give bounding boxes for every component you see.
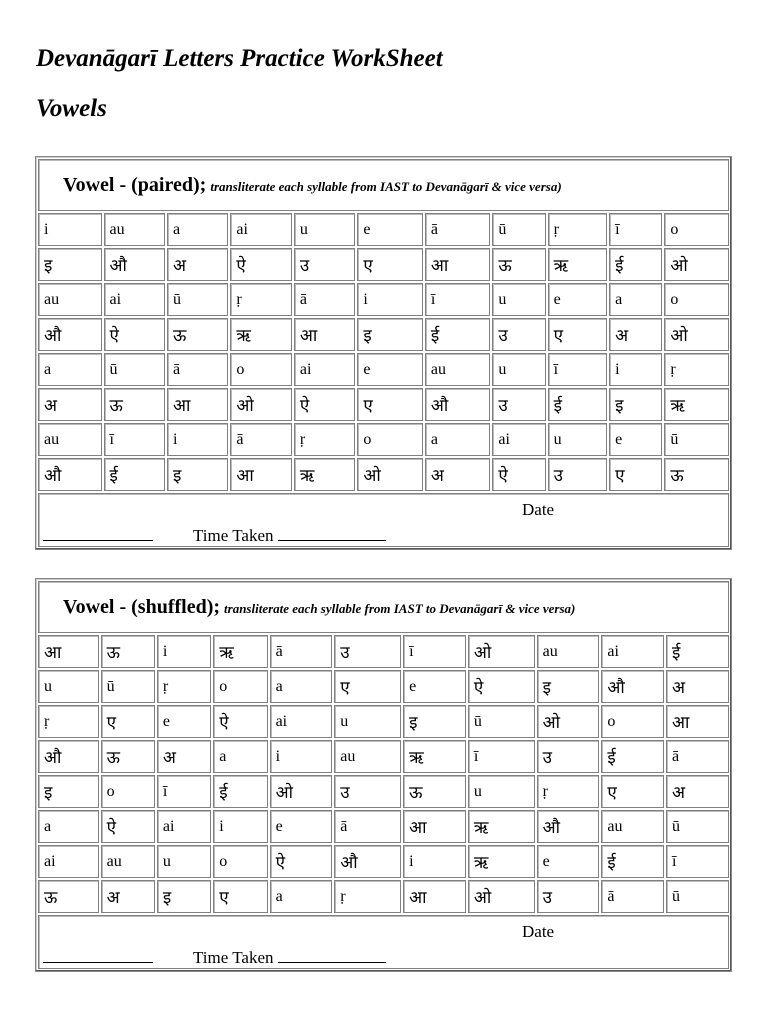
date-blank[interactable]: [43, 946, 153, 963]
syllable-cell: ए: [334, 670, 401, 703]
syllable-cell: o: [601, 705, 664, 738]
syllable-cell: ऊ: [101, 740, 155, 773]
syllable-cell: i: [357, 283, 423, 316]
syllable-cell: आ: [666, 705, 729, 738]
time-taken-line: [43, 524, 386, 546]
syllable-cell: ऐ: [101, 810, 155, 843]
table-row: [38, 318, 729, 351]
time-taken-blank[interactable]: [278, 946, 386, 963]
syllable-cell: o: [213, 845, 267, 878]
syllable-cell: ī: [403, 635, 466, 668]
syllable-cell: au: [38, 283, 102, 316]
syllable-cell: ऋ: [468, 845, 535, 878]
syllable-cell: उ: [537, 740, 600, 773]
syllable-cell: e: [157, 705, 211, 738]
syllable-cell: ए: [101, 705, 155, 738]
syllable-cell: u: [334, 705, 401, 738]
syllable-cell: i: [213, 810, 267, 843]
syllable-cell: a: [609, 283, 662, 316]
syllable-cell: ऊ: [492, 248, 545, 281]
syllable-cell: ī: [609, 213, 662, 246]
table-row: [38, 213, 729, 246]
syllable-cell: उ: [492, 388, 545, 421]
syllable-cell: ई: [213, 775, 267, 808]
syllable-cell: i: [403, 845, 466, 878]
time-taken-line: [43, 946, 386, 968]
syllable-cell: आ: [403, 810, 466, 843]
syllable-cell: ā: [601, 880, 664, 913]
syllable-cell: अ: [666, 775, 729, 808]
syllable-cell: इ: [403, 705, 466, 738]
syllable-cell: u: [38, 670, 99, 703]
syllable-cell: अ: [425, 458, 491, 491]
worksheet-title: Devanāgarī Letters Practice WorkSheet: [36, 45, 443, 72]
syllable-cell: ī: [468, 740, 535, 773]
syllable-cell: ā: [334, 810, 401, 843]
syllable-cell: ū: [167, 283, 228, 316]
syllable-cell: ओ: [468, 880, 535, 913]
syllable-cell: औ: [38, 740, 99, 773]
syllable-cell: ā: [666, 740, 729, 773]
syllable-cell: au: [601, 810, 664, 843]
syllable-cell: ṛ: [157, 670, 211, 703]
syllable-cell: au: [104, 213, 165, 246]
syllable-cell: उ: [334, 775, 401, 808]
syllable-cell: ऐ: [213, 705, 267, 738]
syllable-cell: ऋ: [294, 458, 355, 491]
syllable-cell: a: [213, 740, 267, 773]
syllable-cell: a: [167, 213, 228, 246]
syllable-cell: ए: [601, 775, 664, 808]
syllable-cell: e: [270, 810, 333, 843]
syllable-cell: ऊ: [403, 775, 466, 808]
syllable-cell: उ: [294, 248, 355, 281]
table-row: [38, 458, 729, 491]
table-heading-main: Vowel - (paired);: [63, 173, 207, 196]
date-blank[interactable]: [43, 524, 153, 541]
syllable-cell: ā: [294, 283, 355, 316]
syllable-cell: ई: [425, 318, 491, 351]
syllable-cell: अ: [157, 740, 211, 773]
syllable-cell: au: [38, 423, 102, 456]
syllable-cell: ओ: [664, 318, 729, 351]
syllable-cell: ṛ: [548, 213, 607, 246]
syllable-cell: ई: [601, 740, 664, 773]
syllable-cell: ओ: [230, 388, 291, 421]
syllable-cell: ṛ: [230, 283, 291, 316]
syllable-cell: इ: [537, 670, 600, 703]
syllable-cell: o: [357, 423, 423, 456]
syllable-cell: ū: [468, 705, 535, 738]
syllable-cell: औ: [334, 845, 401, 878]
syllable-cell: औ: [38, 458, 102, 491]
syllable-cell: ā: [167, 353, 228, 386]
syllable-cell: ऋ: [548, 248, 607, 281]
syllable-cell: ṛ: [294, 423, 355, 456]
syllable-cell: ऋ: [213, 635, 267, 668]
syllable-cell: ū: [664, 423, 729, 456]
syllable-cell: आ: [38, 635, 99, 668]
syllable-cell: ऋ: [230, 318, 291, 351]
syllable-cell: ai: [230, 213, 291, 246]
time-taken-label: Time Taken: [193, 948, 274, 967]
syllable-cell: ṛ: [537, 775, 600, 808]
syllable-cell: a: [38, 810, 99, 843]
syllable-cell: अ: [38, 388, 102, 421]
date-label: Date: [522, 922, 555, 941]
syllable-cell: आ: [403, 880, 466, 913]
syllable-cell: ई: [548, 388, 607, 421]
syllable-cell: इ: [38, 248, 102, 281]
time-taken-label: Time Taken: [193, 526, 274, 545]
table-row: [38, 248, 729, 281]
table-row: [38, 705, 729, 738]
syllable-cell: i: [167, 423, 228, 456]
syllable-cell: a: [270, 670, 333, 703]
syllable-cell: औ: [38, 318, 102, 351]
syllable-cell: इ: [609, 388, 662, 421]
time-taken-blank[interactable]: [278, 524, 386, 541]
syllable-cell: au: [334, 740, 401, 773]
table-heading-instruction: transliterate each syllable from IAST to Devanāgarī & vice versa): [210, 178, 562, 194]
syllable-cell: ऐ: [492, 458, 545, 491]
syllable-cell: ऊ: [101, 635, 155, 668]
table-row: [38, 845, 729, 878]
syllable-cell: ऊ: [167, 318, 228, 351]
syllable-cell: i: [270, 740, 333, 773]
syllable-cell: इ: [357, 318, 423, 351]
syllable-cell: ai: [492, 423, 545, 456]
syllable-cell: औ: [601, 670, 664, 703]
syllable-cell: u: [492, 353, 545, 386]
syllable-cell: आ: [294, 318, 355, 351]
table-row: [38, 635, 729, 668]
syllable-cell: ऐ: [104, 318, 165, 351]
syllable-cell: इ: [38, 775, 99, 808]
syllable-cell: ū: [101, 670, 155, 703]
syllable-cell: ū: [666, 880, 729, 913]
syllable-cell: ई: [104, 458, 165, 491]
table-heading-instruction: transliterate each syllable from IAST to Devanāgarī & vice versa): [224, 600, 576, 616]
syllable-cell: e: [357, 213, 423, 246]
syllable-cell: ऋ: [468, 810, 535, 843]
syllable-cell: आ: [167, 388, 228, 421]
syllable-cell: o: [213, 670, 267, 703]
syllable-cell: ए: [357, 388, 423, 421]
syllable-cell: u: [468, 775, 535, 808]
syllable-cell: ū: [104, 353, 165, 386]
syllable-cell: अ: [101, 880, 155, 913]
syllable-cell: अ: [167, 248, 228, 281]
syllable-cell: अ: [666, 670, 729, 703]
syllable-cell: ओ: [537, 705, 600, 738]
syllable-cell: उ: [492, 318, 545, 351]
syllable-cell: ऊ: [104, 388, 165, 421]
syllable-cell: e: [548, 283, 607, 316]
syllable-cell: ai: [104, 283, 165, 316]
syllable-cell: ऐ: [270, 845, 333, 878]
vowel-shuffled-table: [35, 578, 732, 972]
syllable-cell: आ: [425, 248, 491, 281]
syllable-cell: ū: [492, 213, 545, 246]
syllable-cell: ī: [104, 423, 165, 456]
syllable-cell: ओ: [664, 248, 729, 281]
syllable-cell: औ: [104, 248, 165, 281]
syllable-cell: ai: [270, 705, 333, 738]
syllable-cell: ए: [609, 458, 662, 491]
syllable-cell: ā: [230, 423, 291, 456]
syllable-cell: u: [157, 845, 211, 878]
syllable-cell: i: [609, 353, 662, 386]
syllable-cell: ओ: [357, 458, 423, 491]
syllable-cell: ā: [425, 213, 491, 246]
table-row: [38, 353, 729, 386]
table-row: [38, 880, 729, 913]
syllable-cell: उ: [548, 458, 607, 491]
syllable-cell: ī: [666, 845, 729, 878]
syllable-cell: au: [101, 845, 155, 878]
syllable-cell: ऐ: [294, 388, 355, 421]
table-row: [38, 670, 729, 703]
syllable-cell: उ: [334, 635, 401, 668]
syllable-cell: ṛ: [334, 880, 401, 913]
syllable-cell: ai: [157, 810, 211, 843]
syllable-cell: a: [270, 880, 333, 913]
syllable-cell: ऊ: [38, 880, 99, 913]
syllable-cell: औ: [537, 810, 600, 843]
syllable-cell: ऋ: [664, 388, 729, 421]
table-row: [38, 388, 729, 421]
syllable-cell: आ: [230, 458, 291, 491]
syllable-cell: o: [230, 353, 291, 386]
syllable-cell: ई: [666, 635, 729, 668]
table-row: [38, 810, 729, 843]
syllable-cell: e: [537, 845, 600, 878]
syllable-cell: e: [403, 670, 466, 703]
syllable-cell: ṛ: [664, 353, 729, 386]
syllable-cell: e: [357, 353, 423, 386]
syllable-cell: a: [425, 423, 491, 456]
table-row: [38, 740, 729, 773]
syllable-cell: o: [664, 283, 729, 316]
table-heading: [38, 581, 729, 633]
syllable-cell: ai: [38, 845, 99, 878]
syllable-cell: उ: [537, 880, 600, 913]
syllable-cell: au: [537, 635, 600, 668]
syllable-cell: ai: [601, 635, 664, 668]
section-title: Vowels: [36, 95, 107, 122]
syllable-cell: a: [38, 353, 102, 386]
syllable-cell: i: [38, 213, 102, 246]
syllable-cell: ए: [357, 248, 423, 281]
syllable-cell: e: [609, 423, 662, 456]
table-heading-main: Vowel - (shuffled);: [63, 595, 221, 618]
syllable-cell: ऐ: [230, 248, 291, 281]
syllable-cell: ओ: [270, 775, 333, 808]
syllable-cell: ई: [609, 248, 662, 281]
syllable-cell: ऊ: [664, 458, 729, 491]
syllable-cell: ā: [270, 635, 333, 668]
syllable-cell: ऋ: [403, 740, 466, 773]
table-footer: [38, 915, 729, 969]
syllable-cell: ī: [425, 283, 491, 316]
syllable-cell: इ: [157, 880, 211, 913]
vowel-paired-table: [35, 156, 732, 550]
syllable-cell: ई: [601, 845, 664, 878]
syllable-cell: u: [548, 423, 607, 456]
syllable-cell: u: [492, 283, 545, 316]
date-label: Date: [522, 500, 555, 519]
table-footer: [38, 493, 729, 547]
syllable-cell: u: [294, 213, 355, 246]
syllable-cell: ऐ: [468, 670, 535, 703]
syllable-cell: ए: [548, 318, 607, 351]
table-heading: [38, 159, 729, 211]
syllable-cell: ū: [666, 810, 729, 843]
syllable-cell: ī: [548, 353, 607, 386]
syllable-cell: अ: [609, 318, 662, 351]
syllable-cell: ṛ: [38, 705, 99, 738]
syllable-cell: ओ: [468, 635, 535, 668]
syllable-cell: ए: [213, 880, 267, 913]
syllable-cell: औ: [425, 388, 491, 421]
syllable-cell: ī: [157, 775, 211, 808]
syllable-cell: i: [157, 635, 211, 668]
syllable-cell: o: [101, 775, 155, 808]
syllable-cell: o: [664, 213, 729, 246]
table-row: [38, 423, 729, 456]
syllable-cell: इ: [167, 458, 228, 491]
table-row: [38, 775, 729, 808]
table-row: [38, 283, 729, 316]
syllable-cell: ai: [294, 353, 355, 386]
syllable-cell: au: [425, 353, 491, 386]
